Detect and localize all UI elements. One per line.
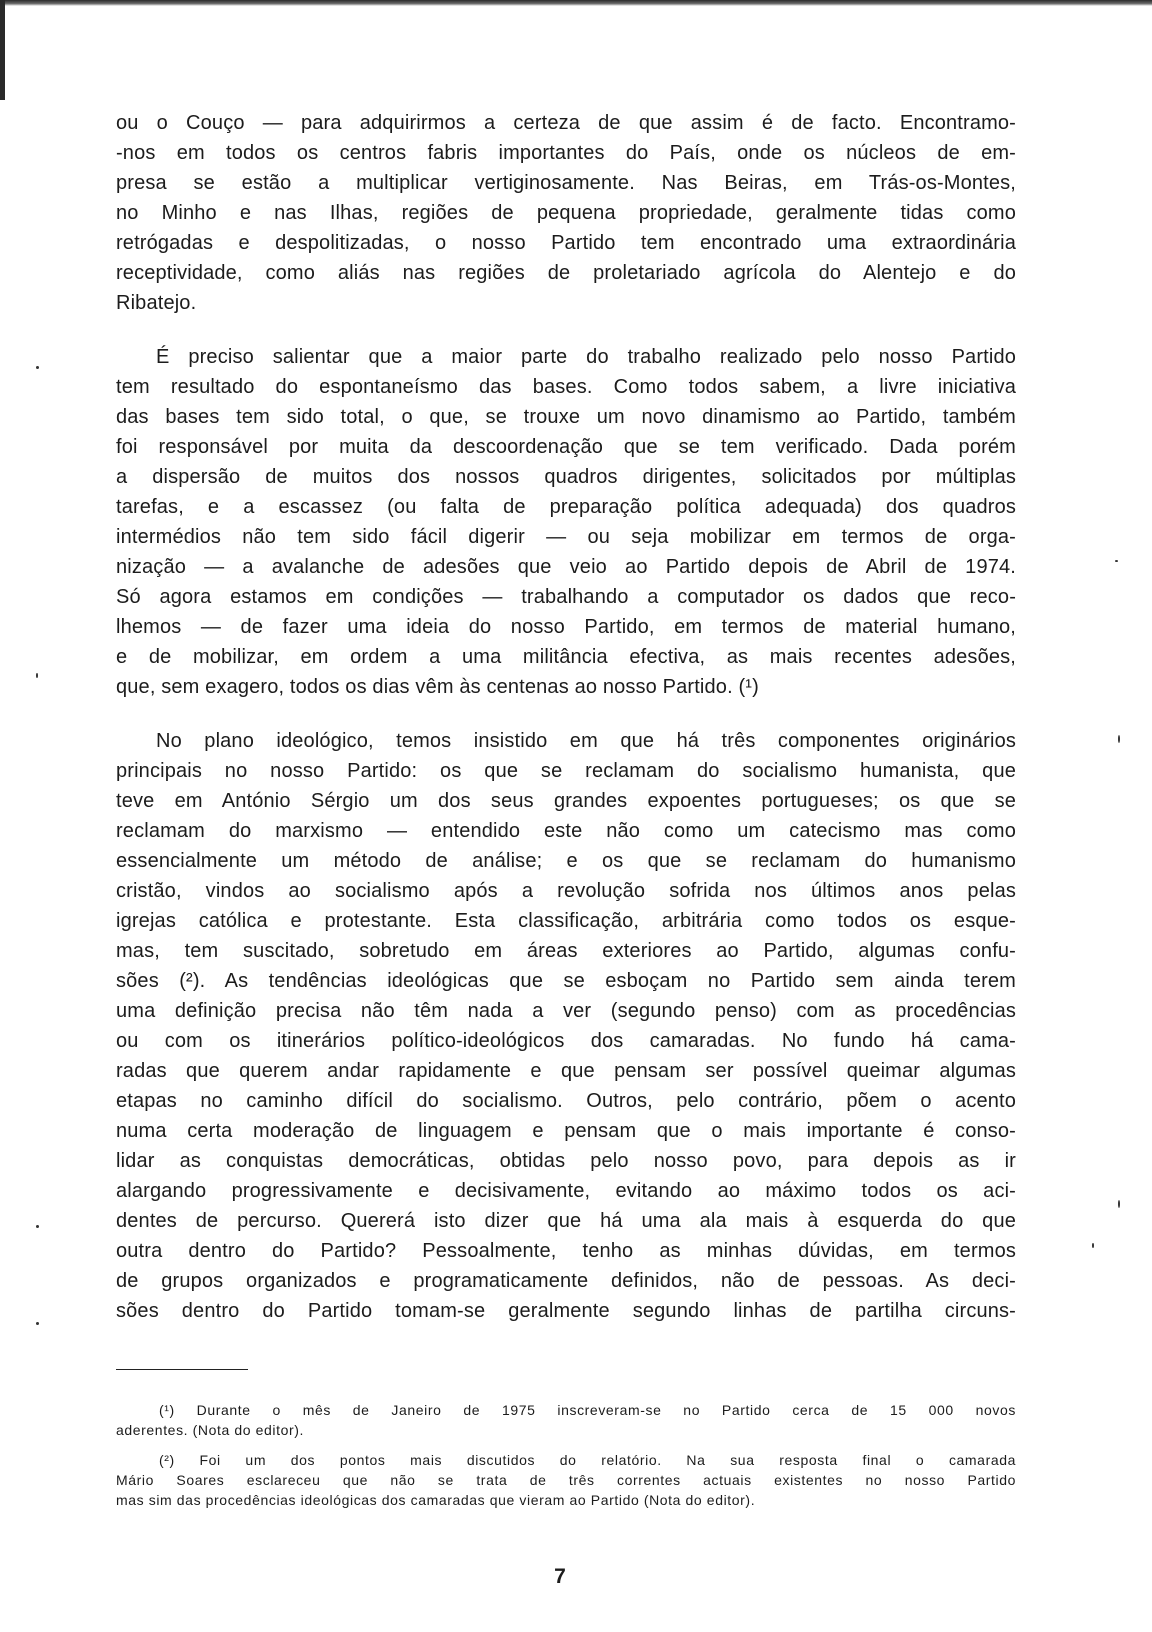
text-line: intermédios não tem sido fácil digerir — ou seja mobilizar em termos de orga- [116,526,1016,548]
text-line: igrejas católica e protestante. Esta classificação, arbitrária como todos os esque- [116,910,1016,932]
text-line: receptividade, como aliás nas regiões de proletariado agrícola do Alentejo e do [116,262,1016,284]
text-line: presa se estão a multiplicar vertiginosamente. Nas Beiras, em Trás-os-Montes, [116,172,1016,194]
scan-speck [1118,735,1120,743]
text-line: nização — a avalanche de adesões que veio ao Partido depois de Abril de 1974. [116,556,1016,578]
text-line: retrógadas e despolitizadas, o nosso Partido tem encontrado uma extraordinária [116,232,1016,254]
text-line: numa certa moderação de linguagem e pensam que o mais importante é conso- [116,1120,1016,1142]
text-line: uma definição precisa não têm nada a ver (segundo penso) com as procedências [116,1000,1016,1022]
scan-speck [36,1322,39,1325]
body-text [116,108,1016,1350]
footnote-line: Mário Soares esclareceu que não se trata de três correntes actuais existentes no nosso Partido [116,1472,1016,1488]
text-line: sões dentro do Partido tomam-se geralmente segundo linhas de partilha circuns- [116,1300,1016,1322]
text-line: essencialmente um método de análise; e os que se reclamam do humanismo [116,850,1016,872]
text-line: outra dentro do Partido? Pessoalmente, tenho as minhas dúvidas, em termos [116,1240,1016,1262]
text-line: alargando progressivamente e decisivamente, evitando ao máximo todos os aci- [116,1180,1016,1202]
text-line: tarefas, e a escassez (ou falta de preparação política adequada) dos quadros [116,496,1016,518]
page-number: 7 [554,1565,566,1588]
text-line: mas, tem suscitado, sobretudo em áreas exteriores ao Partido, algumas confu- [116,940,1016,962]
scan-speck [1092,1243,1094,1248]
text-line: lidar as conquistas democráticas, obtidas pelo nosso povo, para depois as ir [116,1150,1016,1172]
text-line: dentes de percurso. Quererá isto dizer que há uma ala mais à esquerda do que [116,1210,1016,1232]
paragraph-3 [116,726,1016,1326]
text-line: ou com os itinerários político-ideológicos dos camaradas. No fundo há cama- [116,1030,1016,1052]
text-line: no Minho e nas Ilhas, regiões de pequena propriedade, geralmente tidas como [116,202,1016,224]
text-line: Ribatejo. [116,292,197,314]
text-line: e de mobilizar, em ordem a uma militância efectiva, as mais recentes adesões, [116,646,1016,668]
text-line: foi responsável por muita da descoordenação que se tem verificado. Dada porém [116,436,1016,458]
scan-speck [1115,560,1118,562]
scan-speck [36,366,39,369]
footnote-2 [116,1450,1016,1510]
text-line: principais no nosso Partido: os que se reclamam do socialismo humanista, que [116,760,1016,782]
text-line: É preciso salientar que a maior parte do trabalho realizado pelo nosso Partido [156,346,1016,368]
paragraph-1 [116,108,1016,318]
text-line: sões (²). As tendências ideológicas que se esboçam no Partido sem ainda terem [116,970,1016,992]
footnote-line: (²) Foi um dos pontos mais discutidos do relatório. Na sua resposta final o camarada [159,1452,1016,1468]
text-line: radas que querem andar rapidamente e que pensam ser possível queimar algumas [116,1060,1016,1082]
text-line: lhemos — de fazer uma ideia do nosso Partido, em termos de material humano, [116,616,1016,638]
text-line: cristão, vindos ao socialismo após a revolução sofrida nos últimos anos pelas [116,880,1016,902]
scan-edge-top [0,0,1152,6]
text-line: ou o Couço — para adquirirmos a certeza de que assim é de facto. Encontramo- [116,112,1016,134]
scan-speck [36,673,38,678]
footnote-line: mas sim das procedências ideológicas dos camaradas que vieram ao Partido (Nota do editor). [116,1492,756,1508]
scan-speck [36,1225,39,1228]
footnote-line: aderentes. (Nota do editor). [116,1422,305,1438]
text-line: Só agora estamos em condições — trabalhando a computador os dados que reco- [116,586,1016,608]
footnotes [116,1400,1016,1520]
scan-speck [1118,1200,1120,1208]
text-line: de grupos organizados e programaticamente definidos, não de pessoas. As deci- [116,1270,1016,1292]
footnote-line: (¹) Durante o mês de Janeiro de 1975 inscreveram-se no Partido cerca de 15 000 novos [159,1402,1016,1418]
footnote-1 [116,1400,1016,1440]
text-line: -nos em todos os centros fabris importantes do País, onde os núcleos de em- [116,142,1016,164]
scan-edge-left [0,0,5,100]
text-line: teve em António Sérgio um dos seus grandes expoentes portugueses; os que se [116,790,1016,812]
text-line: No plano ideológico, temos insistido em que há três componentes originários [156,730,1016,752]
text-line: reclamam do marxismo — entendido este não como um catecismo mas como [116,820,1016,842]
paragraph-2 [116,342,1016,702]
text-line: que, sem exagero, todos os dias vêm às centenas ao nosso Partido. (¹) [116,676,759,698]
text-line: das bases tem sido total, o que, se trouxe um novo dinamismo ao Partido, também [116,406,1016,428]
text-line: etapas no caminho difícil do socialismo. Outros, pelo contrário, põem o acento [116,1090,1016,1112]
text-line: tem resultado do espontaneísmo das bases. Como todos sabem, a livre iniciativa [116,376,1016,398]
text-line: a dispersão de muitos dos nossos quadros dirigentes, solicitados por múltiplas [116,466,1016,488]
footnote-separator [116,1369,248,1370]
